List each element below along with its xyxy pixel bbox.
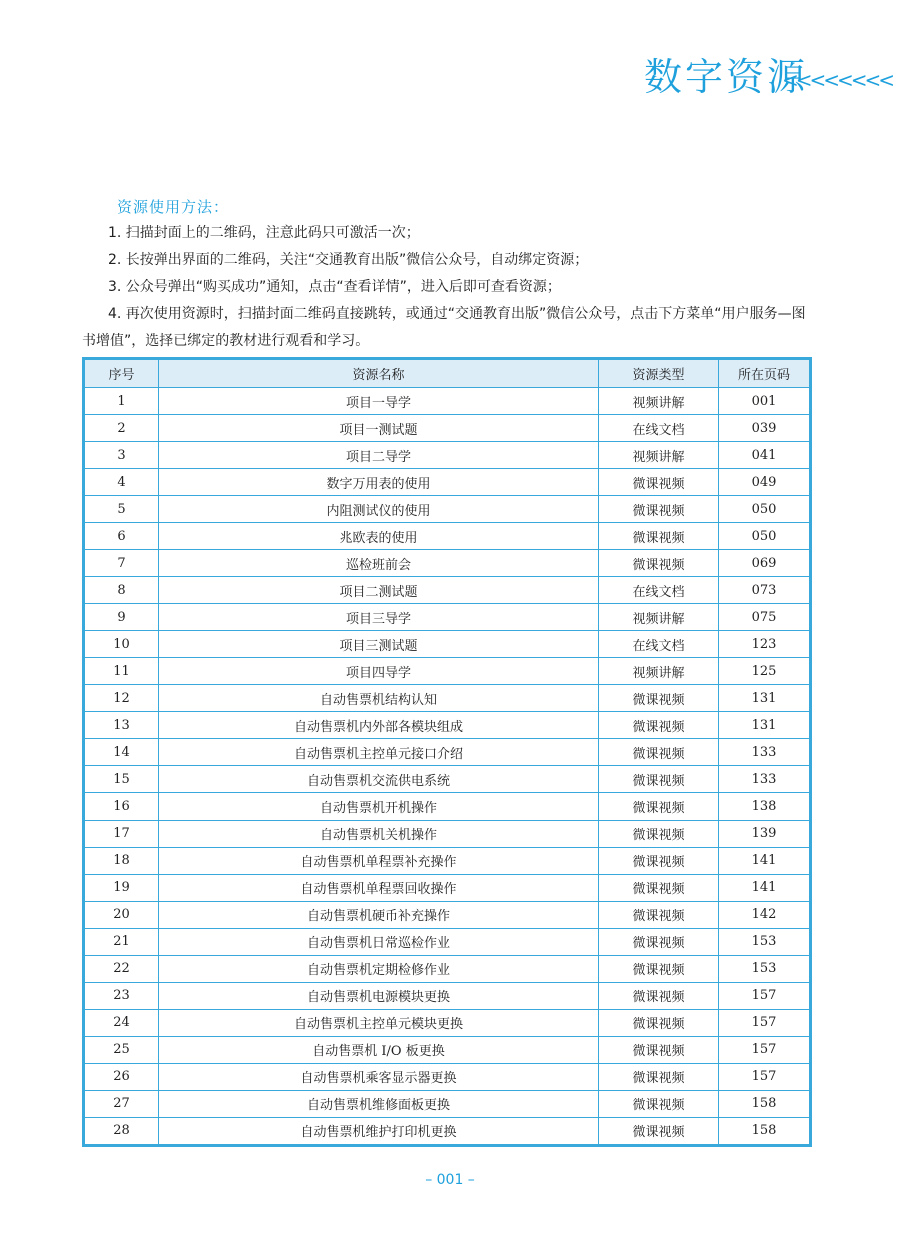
cell-page: 139 xyxy=(719,820,810,847)
cell-resource-type: 在线文档 xyxy=(599,415,719,442)
cell-page: 131 xyxy=(719,712,810,739)
resource-table xyxy=(82,357,812,1147)
cell-index: 10 xyxy=(85,631,159,658)
cell-resource-name: 自动售票机结构认知 xyxy=(159,685,599,712)
cell-page: 157 xyxy=(719,1036,810,1063)
cell-resource-type: 微课视频 xyxy=(599,1090,719,1117)
cell-index: 7 xyxy=(85,550,159,577)
cell-page: 075 xyxy=(719,604,810,631)
cell-resource-type: 视频讲解 xyxy=(599,604,719,631)
table-row xyxy=(85,550,810,577)
cell-index: 23 xyxy=(85,982,159,1009)
cell-page: 050 xyxy=(719,496,810,523)
usage-step: 1. 扫描封面上的二维码，注意此码只可激活一次； xyxy=(108,225,420,241)
cell-resource-type: 微课视频 xyxy=(599,685,719,712)
table-row xyxy=(85,1036,810,1063)
cell-resource-type: 微课视频 xyxy=(599,1009,719,1036)
cell-resource-type: 微课视频 xyxy=(599,739,719,766)
column-header-type: 资源类型 xyxy=(599,360,719,388)
table-header-row xyxy=(85,360,810,388)
cell-index: 4 xyxy=(85,469,159,496)
cell-resource-name: 自动售票机主控单元接口介绍 xyxy=(159,739,599,766)
cell-page: 001 xyxy=(719,388,810,415)
cell-index: 15 xyxy=(85,766,159,793)
cell-resource-name: 兆欧表的使用 xyxy=(159,523,599,550)
cell-index: 18 xyxy=(85,847,159,874)
cell-page: 049 xyxy=(719,469,810,496)
cell-resource-type: 微课视频 xyxy=(599,928,719,955)
cell-page: 153 xyxy=(719,928,810,955)
cell-resource-name: 自动售票机内外部各模块组成 xyxy=(159,712,599,739)
cell-page: 041 xyxy=(719,442,810,469)
cell-resource-type: 视频讲解 xyxy=(599,388,719,415)
cell-index: 12 xyxy=(85,685,159,712)
cell-resource-name: 项目二导学 xyxy=(159,442,599,469)
cell-resource-name: 内阻测试仪的使用 xyxy=(159,496,599,523)
cell-page: 157 xyxy=(719,982,810,1009)
cell-index: 17 xyxy=(85,820,159,847)
table-row xyxy=(85,793,810,820)
cell-resource-name: 自动售票机维护打印机更换 xyxy=(159,1117,599,1144)
page-number: – 001 – xyxy=(425,1172,475,1188)
cell-index: 27 xyxy=(85,1090,159,1117)
cell-resource-name: 自动售票机定期检修作业 xyxy=(159,955,599,982)
table-row xyxy=(85,955,810,982)
cell-resource-type: 视频讲解 xyxy=(599,442,719,469)
column-header-page: 所在页码 xyxy=(719,360,810,388)
cell-resource-name: 巡检班前会 xyxy=(159,550,599,577)
table-row xyxy=(85,982,810,1009)
usage-step: 3. 公众号弹出“购买成功”通知，点击“查看详情”，进入后即可查看资源； xyxy=(108,279,561,295)
cell-resource-type: 微课视频 xyxy=(599,874,719,901)
cell-resource-name: 项目四导学 xyxy=(159,658,599,685)
chevron-left-decoration-icon: <<<<<<<< xyxy=(781,68,892,92)
cell-page: 141 xyxy=(719,847,810,874)
cell-index: 21 xyxy=(85,928,159,955)
cell-resource-type: 微课视频 xyxy=(599,901,719,928)
cell-index: 5 xyxy=(85,496,159,523)
table-row xyxy=(85,658,810,685)
cell-resource-type: 微课视频 xyxy=(599,982,719,1009)
usage-heading: 资源使用方法： xyxy=(117,198,230,216)
cell-index: 19 xyxy=(85,874,159,901)
cell-index: 25 xyxy=(85,1036,159,1063)
cell-resource-name: 自动售票机交流供电系统 xyxy=(159,766,599,793)
cell-page: 141 xyxy=(719,874,810,901)
cell-resource-name: 自动售票机关机操作 xyxy=(159,820,599,847)
cell-resource-type: 微课视频 xyxy=(599,496,719,523)
cell-index: 9 xyxy=(85,604,159,631)
table-row xyxy=(85,496,810,523)
cell-page: 069 xyxy=(719,550,810,577)
cell-resource-name: 自动售票机单程票回收操作 xyxy=(159,874,599,901)
table-row xyxy=(85,469,810,496)
cell-resource-type: 微课视频 xyxy=(599,820,719,847)
cell-index: 8 xyxy=(85,577,159,604)
cell-index: 28 xyxy=(85,1117,159,1144)
page-title: 数字资源 xyxy=(643,55,808,99)
column-header-index: 序号 xyxy=(85,360,159,388)
cell-index: 16 xyxy=(85,793,159,820)
cell-resource-name: 自动售票机日常巡检作业 xyxy=(159,928,599,955)
cell-resource-type: 微课视频 xyxy=(599,766,719,793)
table-row xyxy=(85,1090,810,1117)
cell-index: 6 xyxy=(85,523,159,550)
table-row xyxy=(85,1117,810,1144)
cell-index: 13 xyxy=(85,712,159,739)
table-row xyxy=(85,442,810,469)
column-header-name: 资源名称 xyxy=(159,360,599,388)
cell-page: 133 xyxy=(719,766,810,793)
table-row xyxy=(85,1009,810,1036)
cell-resource-type: 微课视频 xyxy=(599,1063,719,1090)
cell-resource-name: 项目一测试题 xyxy=(159,415,599,442)
cell-page: 123 xyxy=(719,631,810,658)
cell-resource-name: 自动售票机乘客显示器更换 xyxy=(159,1063,599,1090)
cell-page: 153 xyxy=(719,955,810,982)
cell-page: 158 xyxy=(719,1117,810,1144)
cell-resource-type: 在线文档 xyxy=(599,577,719,604)
table-row xyxy=(85,712,810,739)
table-row xyxy=(85,388,810,415)
table-row xyxy=(85,820,810,847)
cell-resource-type: 微课视频 xyxy=(599,550,719,577)
usage-step: 4. 再次使用资源时，扫描封面二维码直接跳转，或通过“交通教育出版”微信公众号，点击下方菜单“用户服务—图书增值”，选择已绑定的教材进行观看和学习。 xyxy=(82,306,806,349)
cell-resource-name: 自动售票机开机操作 xyxy=(159,793,599,820)
cell-resource-type: 微课视频 xyxy=(599,469,719,496)
table-row xyxy=(85,766,810,793)
cell-resource-name: 自动售票机主控单元模块更换 xyxy=(159,1009,599,1036)
table-row xyxy=(85,739,810,766)
usage-step: 2. 长按弹出界面的二维码，关注“交通教育出版”微信公众号，自动绑定资源； xyxy=(108,252,589,268)
cell-resource-name: 项目三测试题 xyxy=(159,631,599,658)
cell-resource-name: 数字万用表的使用 xyxy=(159,469,599,496)
table-row xyxy=(85,1063,810,1090)
cell-resource-name: 自动售票机 I/O 板更换 xyxy=(159,1036,599,1063)
cell-resource-name: 项目一导学 xyxy=(159,388,599,415)
cell-resource-type: 微课视频 xyxy=(599,793,719,820)
cell-index: 2 xyxy=(85,415,159,442)
cell-resource-type: 微课视频 xyxy=(599,1117,719,1144)
cell-index: 11 xyxy=(85,658,159,685)
table-row xyxy=(85,577,810,604)
table-row xyxy=(85,685,810,712)
cell-resource-name: 自动售票机单程票补充操作 xyxy=(159,847,599,874)
cell-page: 050 xyxy=(719,523,810,550)
table-row xyxy=(85,604,810,631)
cell-page: 131 xyxy=(719,685,810,712)
cell-index: 20 xyxy=(85,901,159,928)
cell-page: 142 xyxy=(719,901,810,928)
cell-index: 14 xyxy=(85,739,159,766)
cell-resource-name: 自动售票机硬币补充操作 xyxy=(159,901,599,928)
cell-page: 157 xyxy=(719,1009,810,1036)
cell-resource-type: 微课视频 xyxy=(599,1036,719,1063)
cell-page: 158 xyxy=(719,1090,810,1117)
cell-index: 22 xyxy=(85,955,159,982)
table-row xyxy=(85,631,810,658)
cell-index: 1 xyxy=(85,388,159,415)
cell-page: 039 xyxy=(719,415,810,442)
cell-resource-type: 微课视频 xyxy=(599,955,719,982)
cell-page: 157 xyxy=(719,1063,810,1090)
cell-page: 073 xyxy=(719,577,810,604)
cell-resource-type: 微课视频 xyxy=(599,847,719,874)
cell-page: 138 xyxy=(719,793,810,820)
table-row xyxy=(85,847,810,874)
table-row xyxy=(85,928,810,955)
cell-resource-name: 自动售票机维修面板更换 xyxy=(159,1090,599,1117)
cell-index: 24 xyxy=(85,1009,159,1036)
cell-index: 3 xyxy=(85,442,159,469)
table-row xyxy=(85,901,810,928)
usage-steps xyxy=(82,220,818,355)
cell-resource-type: 微课视频 xyxy=(599,523,719,550)
cell-page: 133 xyxy=(719,739,810,766)
table-row xyxy=(85,415,810,442)
cell-resource-name: 项目二测试题 xyxy=(159,577,599,604)
table-row xyxy=(85,874,810,901)
cell-index: 26 xyxy=(85,1063,159,1090)
cell-resource-type: 微课视频 xyxy=(599,712,719,739)
cell-resource-type: 在线文档 xyxy=(599,631,719,658)
table-row xyxy=(85,523,810,550)
cell-page: 125 xyxy=(719,658,810,685)
cell-resource-type: 视频讲解 xyxy=(599,658,719,685)
table-body xyxy=(85,388,810,1145)
cell-resource-name: 项目三导学 xyxy=(159,604,599,631)
cell-resource-name: 自动售票机电源模块更换 xyxy=(159,982,599,1009)
